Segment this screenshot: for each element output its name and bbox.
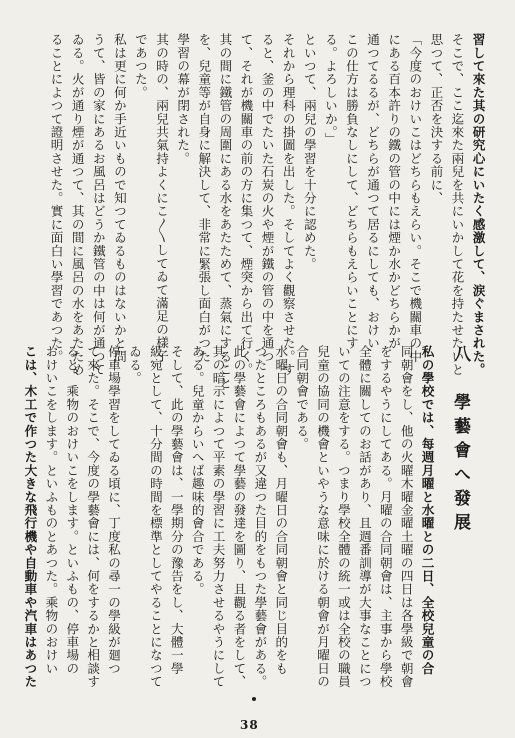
bullet-mark	[252, 697, 256, 701]
text-column: 級宛として、十分間の時間を標準としてやることになつて	[147, 345, 163, 689]
text-column: ることによつて證明させた。實に面白い學習であつた。	[48, 33, 64, 363]
text-column: ると、釜の中でたいた石炭の火や煙が鐵の管の中を通つ	[259, 33, 275, 363]
text-column: 停車場學習をしてゐる頃に、丁度私の尋一の學級が廻つ	[106, 345, 122, 675]
text-column: 其の暗示によつて平素の學習に工夫努力させるやうにして	[210, 345, 226, 689]
text-column: 此の學藝會によつて學藝の發達を圖り、且觀る者をして、	[231, 345, 247, 689]
text-column: ゐる。	[126, 345, 142, 385]
text-column: にある百本許りの鐵の管の中には煙か水かどちらかが	[386, 33, 402, 350]
text-column: おけいこをします。といふものとあつた。乘物のおけい	[43, 345, 59, 675]
text-column: て、それが機關車の前の方に集つて、煙突から出て行く。	[238, 33, 254, 377]
text-column: 其の間に鐵管の周圍にある水をあたためて、蒸氣にすること	[217, 33, 233, 390]
text-column: 思つて、正否を決する前に、	[428, 33, 444, 205]
text-column: 「今度のおけいこはどちらもえらい。そこで機關車の中	[407, 33, 423, 363]
text-column: 學習の幕が閉された。	[175, 33, 191, 165]
text-column: そこで、ここ迄來た兩兒を共にいかして花を持たせたいと	[449, 33, 465, 377]
text-column: 私は更に何か手近いもので知つてゐるものはないかと問	[111, 33, 127, 363]
text-column: ゐる。火が通り煙が通つて、其の間に風呂の水をあたため	[69, 33, 85, 377]
text-column: をするやうにしてある。月曜の合同朝會は、主事から學校	[377, 345, 393, 689]
text-column: 同朝會をし、他の火曜木曜金曜土曜の四日は各學級で朝會	[398, 345, 414, 689]
text-column: て來た。そこで、今度の學藝會には、何をするかと相談す	[85, 345, 101, 689]
text-column: 私の學校では、每週月曜と水曜との二日、全校兒童の合	[419, 345, 435, 675]
text-column: それから理科の掛圖を出した。そしてよく觀察させた。す	[280, 33, 296, 377]
text-column: 全體に關してのお話があり、且週番訓導が大事なことにつ	[356, 345, 372, 689]
text-column: ると、乘物のおけいこをします。といふもの、停車場の	[64, 345, 80, 675]
text-column: 水曜日の合同朝會も、月曜日の合同朝會と同じ目的をも	[273, 345, 289, 675]
text-column: この仕方は勝負なしにして、どちらもえらいことにす	[343, 33, 359, 350]
text-column: 習して來た其の研究心にいたく感激して、涙ぐまされた。	[470, 33, 486, 377]
text-column: うて、皆の家にあるお風呂はどうか鐵管の中は何が通つて	[90, 33, 106, 377]
text-column: であつた。	[132, 33, 148, 99]
page-number: 38	[240, 718, 259, 732]
text-column: 合同朝會である。	[294, 345, 310, 451]
text-column: を、兒童等が自身に解決して、非常に緊張し面白がつた	[196, 33, 212, 363]
text-column: つたところもあるが又違つた目的をもつた學藝會がある。	[252, 345, 268, 689]
text-column: 兒童の協同の機會といやうな意味に於ける朝會が月曜日の	[315, 345, 331, 689]
text-column: 通つてるるが、どちらが通つて居るにしても、おけい	[365, 33, 381, 350]
text-column: ある。兒童からいへば趣味的會合である。	[189, 345, 205, 596]
text-column: 其の時の、兩兒共氣持よくにこ〱してゐて滿足の樣子	[154, 33, 170, 363]
section-heading: 八 學藝會へ發展	[450, 345, 470, 537]
text-column: る。よろしいか。」	[322, 33, 338, 146]
text-column: といつて、兩兒の學習を十分に認めた。	[301, 33, 317, 271]
text-column: こは、木工で作つた大きな飛行機や自動車や汽車はあつた	[22, 345, 38, 689]
text-column: いての注意をする。つまり學校全體の統一或は全校の職員	[335, 345, 351, 689]
text-column: そして、此の學藝會は、一學期分の豫告をし、大體一學	[168, 345, 184, 675]
